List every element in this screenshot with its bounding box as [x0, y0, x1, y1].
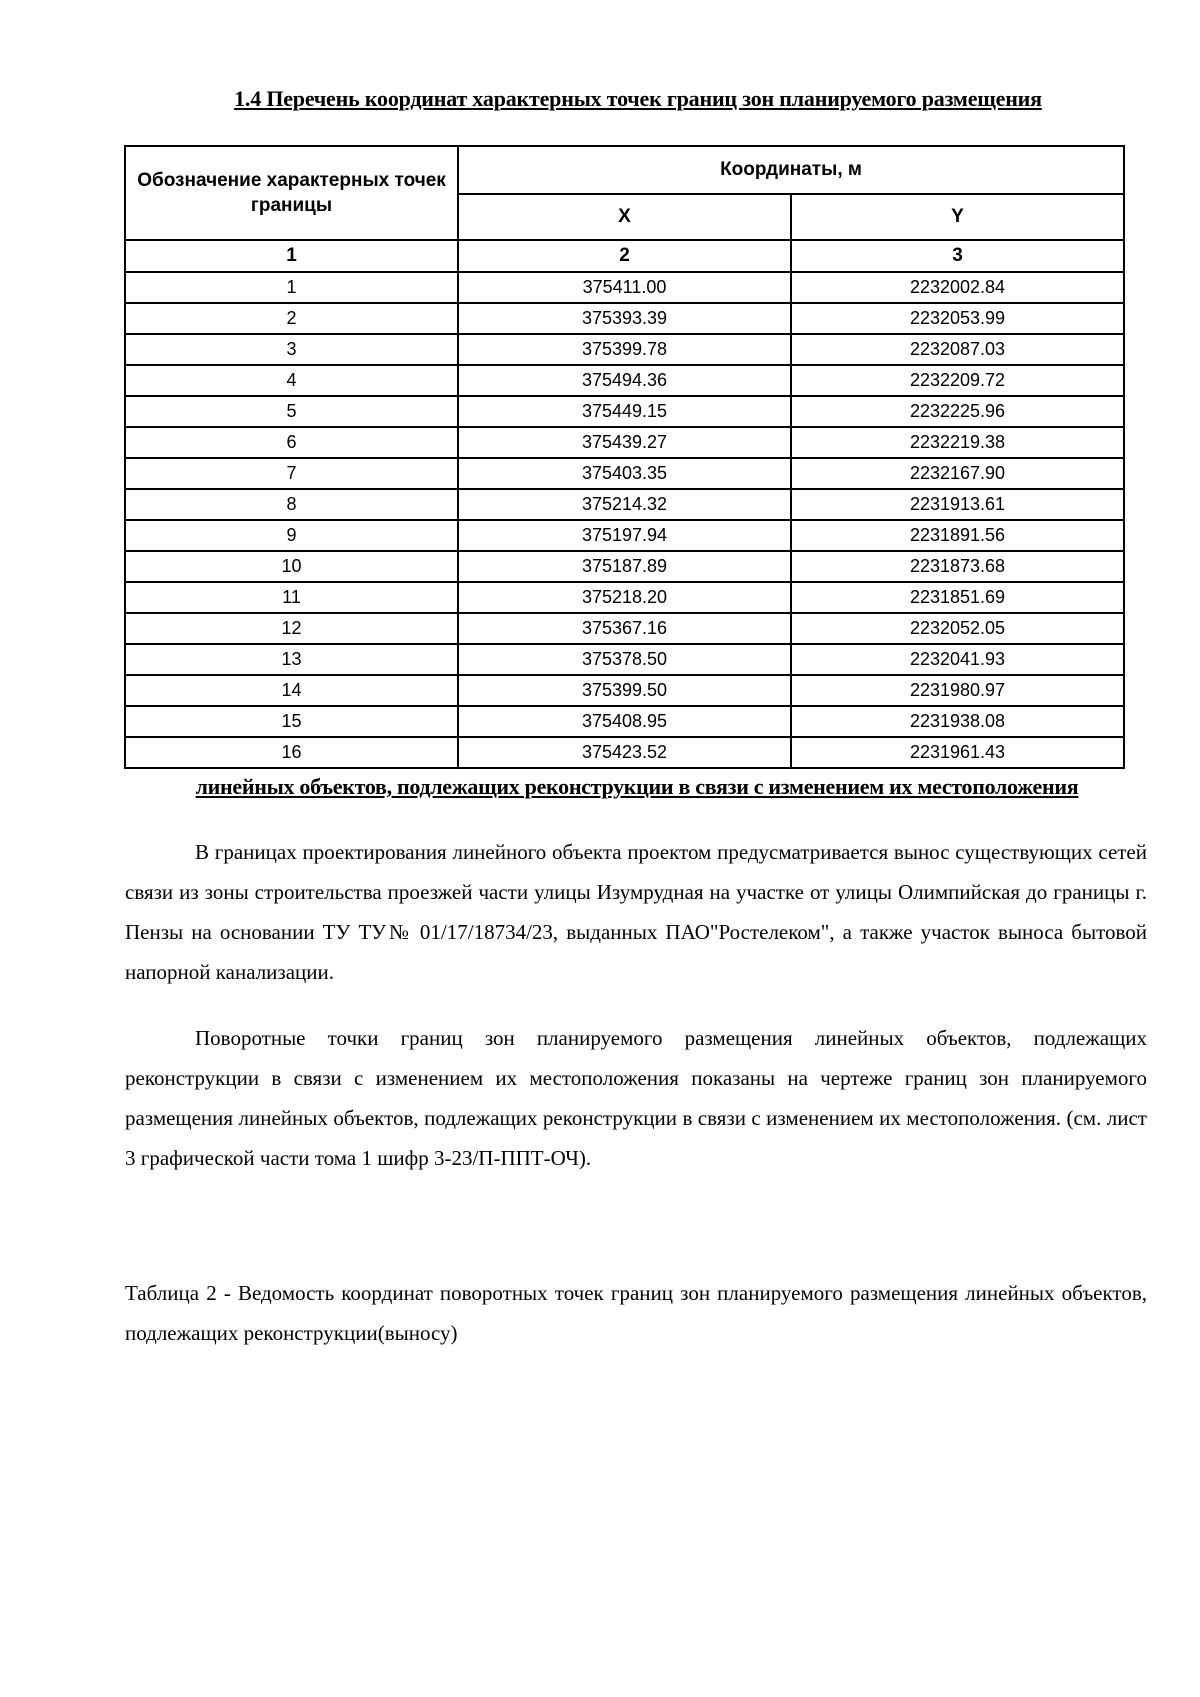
cell-point: 10 [125, 551, 458, 582]
cell-x: 375399.50 [458, 675, 791, 706]
cell-point: 9 [125, 520, 458, 551]
cell-y: 2231873.68 [791, 551, 1124, 582]
cell-point: 13 [125, 644, 458, 675]
cell-y: 2231891.56 [791, 520, 1124, 551]
cell-point: 1 [125, 272, 458, 303]
cell-y: 2231961.43 [791, 737, 1124, 768]
cell-x: 375218.20 [458, 582, 791, 613]
table-row [125, 737, 1124, 768]
table-row [125, 582, 1124, 613]
column-number-row [125, 240, 1124, 272]
table-row [125, 427, 1124, 458]
coordinates-table [124, 145, 1125, 769]
table-body [125, 272, 1124, 768]
table-caption: Таблица 2 - Ведомость координат поворотных точек границ зон планируемого размещения линейных объектов, подлежащих реконструкции(выносу) [125, 1281, 1147, 1345]
cell-x: 375408.95 [458, 706, 791, 737]
cell-y: 2231938.08 [791, 706, 1124, 737]
cell-x: 375378.50 [458, 644, 791, 675]
table-row [125, 644, 1124, 675]
cell-y: 2232052.05 [791, 613, 1124, 644]
cell-point: 11 [125, 582, 458, 613]
title-continuation: линейных объектов, подлежащих реконструкции в связи с изменением их местоположения [195, 774, 1079, 799]
header-x: X [458, 194, 791, 240]
cell-x: 375423.52 [458, 737, 791, 768]
paragraph-turning-points: Поворотные точки границ зон планируемого размещения линейных объектов, подлежащих реконструкции в связи с изменением их местоположения показаны на чертеже границ зон планируемого размещения линейных объектов, подлежащих реконструкции в связи с изменением их местоположения. (см. лист 3 графической части тома 1 шифр 3-23/П-ППТ-ОЧ). [125, 1026, 1147, 1170]
cell-x: 375411.00 [458, 272, 791, 303]
cell-x: 375403.35 [458, 458, 791, 489]
table-row [125, 303, 1124, 334]
header-y: Y [791, 194, 1124, 240]
cell-y: 2232053.99 [791, 303, 1124, 334]
cell-x: 375399.78 [458, 334, 791, 365]
cell-x: 375439.27 [458, 427, 791, 458]
table-row [125, 272, 1124, 303]
cell-x: 375449.15 [458, 396, 791, 427]
column-number: 1 [125, 240, 458, 272]
cell-point: 2 [125, 303, 458, 334]
cell-x: 375214.32 [458, 489, 791, 520]
cell-y: 2232225.96 [791, 396, 1124, 427]
cell-x: 375494.36 [458, 365, 791, 396]
column-number: 3 [791, 240, 1124, 272]
cell-x: 375197.94 [458, 520, 791, 551]
cell-y: 2232219.38 [791, 427, 1124, 458]
cell-point: 14 [125, 675, 458, 706]
cell-y: 2232209.72 [791, 365, 1124, 396]
cell-y: 2231913.61 [791, 489, 1124, 520]
cell-y: 2231851.69 [791, 582, 1124, 613]
cell-point: 5 [125, 396, 458, 427]
cell-point: 15 [125, 706, 458, 737]
table-row [125, 706, 1124, 737]
column-number: 2 [458, 240, 791, 272]
table-row [125, 520, 1124, 551]
cell-y: 2231980.97 [791, 675, 1124, 706]
section-title: 1.4 Перечень координат характерных точек границ зон планируемого размещения [234, 86, 1042, 111]
table-row [125, 613, 1124, 644]
cell-y: 2232002.84 [791, 272, 1124, 303]
header-coordinates: Координаты, м [458, 146, 1124, 194]
table-row [125, 675, 1124, 706]
paragraph-relocation: В границах проектирования линейного объекта проектом предусматривается вынос существующих сетей связи из зоны строительства проезжей части улицы Изумрудная на участке от улицы Олимпийская до границы г. Пензы на основании ТУ ТУ№ 01/17/18734/23, выданных ПАО"Ростелеком", а также участок выноса бытовой напорной канализации. [125, 840, 1147, 984]
header-designation: Обозначение характерных точек границы [125, 146, 458, 240]
table-row [125, 396, 1124, 427]
cell-point: 6 [125, 427, 458, 458]
cell-x: 375393.39 [458, 303, 791, 334]
cell-y: 2232167.90 [791, 458, 1124, 489]
cell-point: 8 [125, 489, 458, 520]
table-row [125, 334, 1124, 365]
table-row [125, 551, 1124, 582]
table-row [125, 489, 1124, 520]
cell-y: 2232041.93 [791, 644, 1124, 675]
cell-point: 16 [125, 737, 458, 768]
cell-point: 4 [125, 365, 458, 396]
table-row [125, 365, 1124, 396]
cell-point: 3 [125, 334, 458, 365]
cell-point: 12 [125, 613, 458, 644]
cell-point: 7 [125, 458, 458, 489]
cell-x: 375187.89 [458, 551, 791, 582]
cell-y: 2232087.03 [791, 334, 1124, 365]
cell-x: 375367.16 [458, 613, 791, 644]
table-row [125, 458, 1124, 489]
